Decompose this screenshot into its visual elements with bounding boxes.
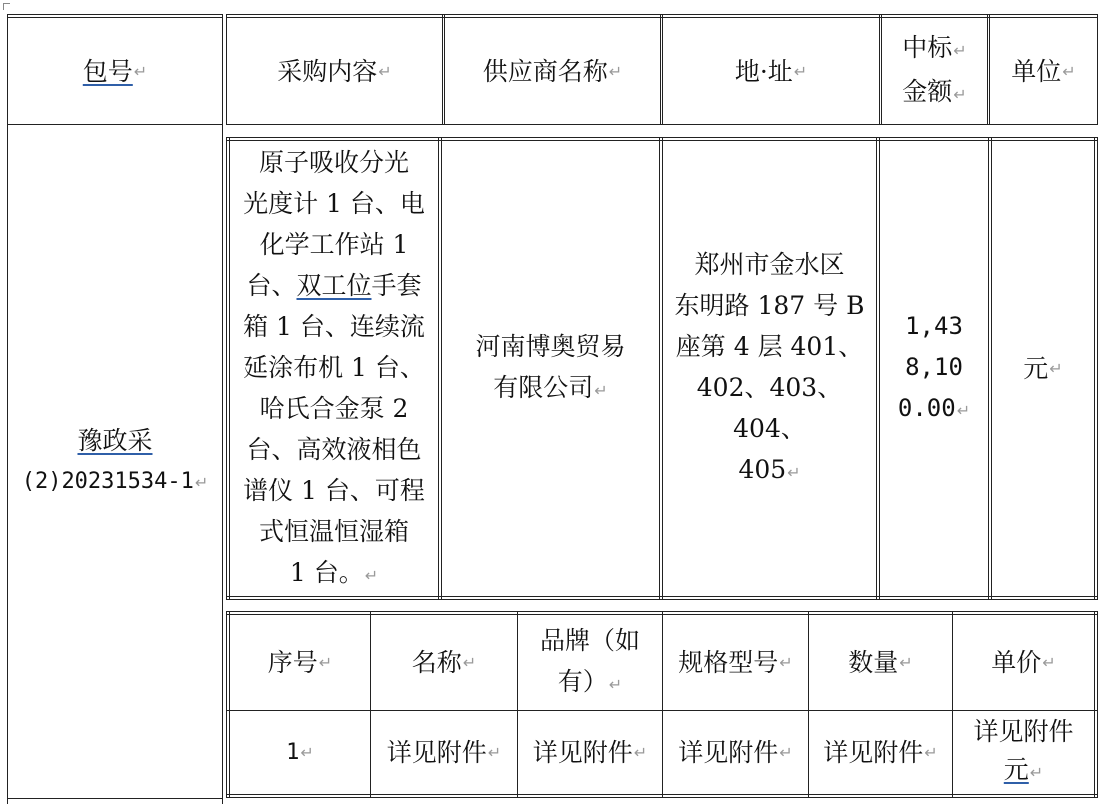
sub-row-price: 详见附件 元↵ <box>973 717 1074 784</box>
record-address: 郑州市金水区 东明路 187 号 B 座第 4 层 401、 402、403、404、 405↵ <box>674 250 865 484</box>
rule <box>442 14 443 125</box>
rule <box>1094 137 1095 600</box>
corner-mark <box>3 3 10 10</box>
header-address: 地·址 ↵ <box>734 56 808 86</box>
header-content: 采购内容 ↵ <box>277 56 392 86</box>
rule <box>7 14 223 15</box>
rule <box>1097 14 1098 125</box>
rule <box>987 14 988 125</box>
record-amount: 1,43 8,10 0.00↵ <box>897 312 971 422</box>
sub-header-spec: 规格型号 ↵ <box>678 648 793 677</box>
rule <box>879 14 880 125</box>
sub-row-seq: 1 ↵ <box>286 740 314 765</box>
rule <box>1097 137 1098 600</box>
sub-row-name: 详见附件 ↵ <box>386 738 502 767</box>
rule <box>438 137 439 600</box>
rule <box>226 611 227 798</box>
record-supplier: 河南博奥贸易 有限公司↵ <box>475 332 626 402</box>
rule <box>1094 611 1095 798</box>
sub-row-spec: 详见附件 ↵ <box>678 738 793 767</box>
sub-row-qty: 详见附件 ↵ <box>823 738 938 767</box>
rule <box>222 14 223 804</box>
rule <box>988 137 989 600</box>
rule <box>1097 611 1098 798</box>
content-line-underlined: 台、双工位手套 <box>246 270 422 300</box>
record-content: 原子吸收分光 光度计 1 台、电 化学工作站 1 台、双工位手套 箱 1 台、连续流 延涂布机 1 台、 哈氏合金泵 2 台、高效液相色 谱仪 1 台、可程 式恒温恒湿箱 1 台。↵ <box>243 147 425 587</box>
sub-header-name: 名称 ↵ <box>411 648 477 677</box>
rule <box>659 137 660 600</box>
sub-header-seq: 序号 ↵ <box>267 648 333 677</box>
rule <box>7 798 223 799</box>
header-supplier: 供应商名称 ↵ <box>482 56 623 86</box>
record-unit: 元 ↵ <box>1023 354 1063 383</box>
header-unit: 单位 ↵ <box>1011 56 1076 86</box>
rule <box>660 14 661 125</box>
rule <box>876 137 877 600</box>
record-package-no: 豫政采 (2)20231534-1↵ <box>21 426 209 494</box>
rule <box>226 137 227 600</box>
sub-row-brand: 详见附件 ↵ <box>532 738 648 767</box>
header-amount: 中标↵ 金额↵ <box>902 33 967 106</box>
sub-header-brand: 品牌（如 有）↵ <box>539 626 640 696</box>
header-package-no: 包号 ↵ <box>82 56 148 86</box>
sub-header-qty: 数量 ↵ <box>848 648 913 677</box>
sub-header-price: 单价 ↵ <box>991 648 1056 677</box>
